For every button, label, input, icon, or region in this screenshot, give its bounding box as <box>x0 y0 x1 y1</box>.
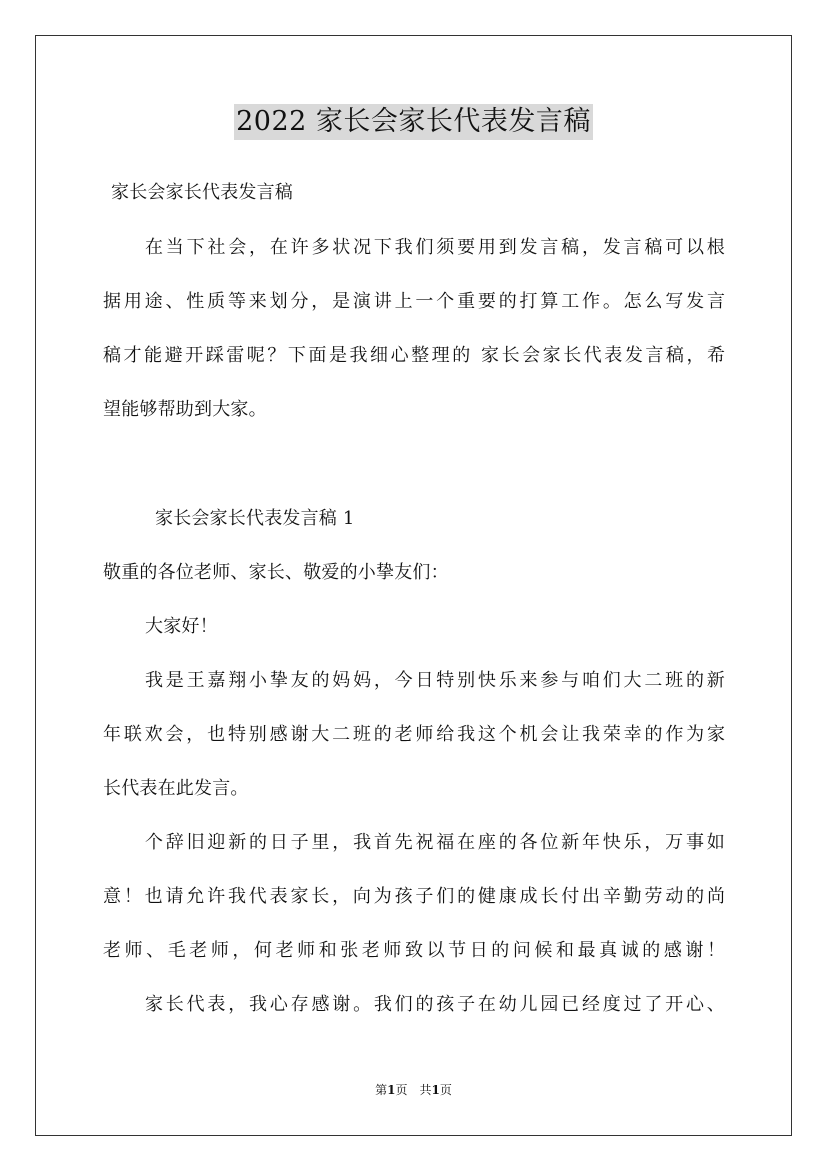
para2-line-3: 老师、毛老师，何老师和张老师致以节日的问候和最真诚的感谢！ <box>103 940 725 961</box>
intro-line-4: 望能够帮助到大家。 <box>103 399 267 420</box>
para1-line-3: 长代表在此发言。 <box>103 778 249 799</box>
para1-line-1: 我是王嘉翔小挚友的妈妈，今日特别快乐来参与咱们大二班的新 <box>145 670 725 691</box>
document-title: 2022 家长会家长代表发言稿 <box>234 104 593 140</box>
document-title-wrapper <box>0 104 827 143</box>
intro-line-1: 在当下社会，在许多状况下我们须要用到发言稿，发言稿可以根 <box>145 237 725 258</box>
salutation: 敬重的各位老师、家长、敬爱的小挚友们： <box>103 562 449 583</box>
page-footer <box>0 1082 827 1098</box>
para1-line-2: 年联欢会，也特别感谢大二班的老师给我这个机会让我荣幸的作为家 <box>103 724 725 745</box>
footer-page-pre: 第 <box>375 1083 388 1097</box>
footer-total-pages: 1 <box>431 1083 440 1097</box>
intro-line-2: 据用途、性质等来划分，是演讲上一个重要的打算工作。怎么写发言 <box>103 291 725 312</box>
para2-line-1: 个辞旧迎新的日子里，我首先祝福在座的各位新年快乐，万事如 <box>145 832 725 853</box>
footer-page-number: 1 <box>387 1083 396 1097</box>
para2-line-2: 意！也请允许我代表家长，向为孩子们的健康成长付出辛勤劳动的尚 <box>103 886 725 907</box>
footer-page-post: 页 <box>439 1083 452 1097</box>
greeting: 大家好！ <box>145 616 218 637</box>
intro-line-3: 稿才能避开踩雷呢？下面是我细心整理的 家长会家长代表发言稿，希 <box>103 345 725 366</box>
section-heading: 家长会家长代表发言稿 1 <box>155 508 355 529</box>
para3-line-1: 家长代表，我心存感谢。我们的孩子在幼儿园已经度过了开心、 <box>145 994 725 1015</box>
footer-page-mid: 页 共 <box>395 1083 432 1097</box>
document-subtitle: 家长会家长代表发言稿 <box>111 182 293 203</box>
